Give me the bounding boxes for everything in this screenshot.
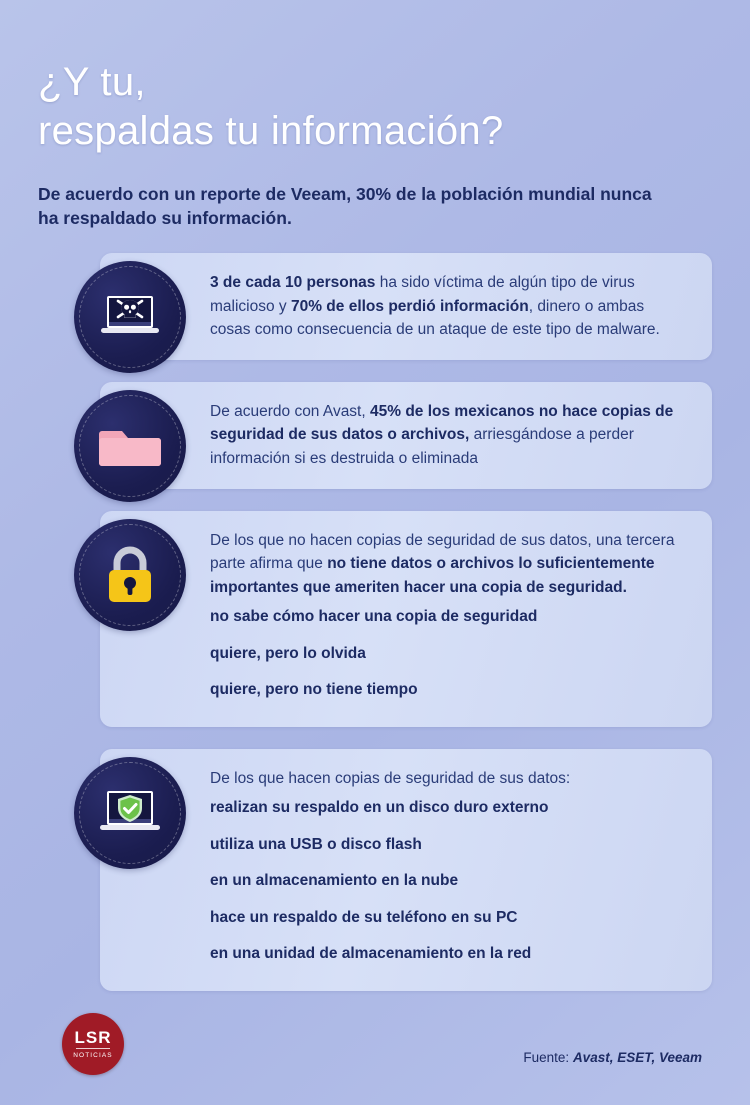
page-title (38, 0, 712, 156)
block-4-intro: De los que hacen copias de seguridad de sus datos: (210, 769, 571, 787)
block-4-bullet-1: realizan su respaldo en un disco duro externo (210, 799, 549, 817)
block-3-bold-2: no tiene datos o archivos lo suficientemente importantes que ameriten hacer una copia de seguridad. (210, 555, 655, 596)
panel-4 (100, 749, 712, 991)
laptop-shield-check-icon (74, 757, 186, 869)
block-4-bullet-5: en una unidad de almacenamiento en la red (210, 945, 532, 963)
logo-main-text: LSR (74, 1028, 112, 1047)
logo (62, 1013, 124, 1075)
block-3-bullet-3: quiere, pero no tiene tiempo (210, 681, 418, 699)
folder-icon (74, 390, 186, 502)
block-2-bold-2: 45% de los mexicanos no hace copias de seguridad de sus datos o archivos, (210, 402, 674, 444)
source-label: Fuente: (523, 1050, 573, 1065)
laptop-skull-icon (74, 261, 186, 373)
block-1-bold-1: 3 de cada 10 personas (210, 274, 376, 292)
logo-divider (76, 1048, 110, 1049)
block-3-bullet-2: quiere, pero lo olvida (210, 644, 366, 662)
block-3-bullet-1: no sabe cómo hacer una copia de seguridad (210, 608, 538, 626)
block-4-bullet-3: en un almacenamiento en la nube (210, 872, 459, 890)
content-block-3 (38, 511, 712, 727)
block-1-text-4: , dinero o ambas cosas como consecuencia de un ataque de este tipo de malware. (210, 297, 660, 339)
source-names: Avast, ESET, Veeam (572, 1050, 702, 1065)
block-2-paragraph (210, 400, 686, 471)
block-1-paragraph (210, 271, 686, 342)
padlock-icon (74, 519, 186, 631)
panel-3 (100, 511, 712, 727)
panel-2 (100, 382, 712, 489)
block-4-bullet-4: hace un respaldo de su teléfono en su PC (210, 908, 518, 926)
subtitle: De acuerdo con un reporte de Veeam, 30% de la población mundial nunca ha respaldado su información. (38, 183, 652, 229)
block-1-bold-3: 70% de ellos perdió información (290, 297, 529, 315)
content-block-4 (38, 749, 712, 991)
block-3-paragraph (210, 529, 686, 600)
footer (38, 1013, 712, 1077)
content-block-1 (38, 253, 712, 360)
block-2-text-3: arriesgándose a perder información si es destruida o eliminada (210, 426, 634, 468)
panel-1 (100, 253, 712, 360)
source-credit (523, 1050, 702, 1065)
block-4-bullet-2: utiliza una USB o disco flash (210, 835, 422, 853)
block-2-text-1: De acuerdo con Avast, (210, 402, 370, 420)
title-line-1: ¿Y tu, (38, 60, 146, 104)
logo-sub-text: NOTICIAS (73, 1052, 113, 1059)
block-3-text-1: De los que no hacen copias de seguridad de sus datos, una tercera parte afirma que (210, 531, 675, 573)
content-block-2 (38, 382, 712, 489)
block-1-text-2: ha sido víctima de algún tipo de virus malicioso y (210, 274, 635, 315)
title-line-2: respaldas tu información? (38, 108, 504, 153)
